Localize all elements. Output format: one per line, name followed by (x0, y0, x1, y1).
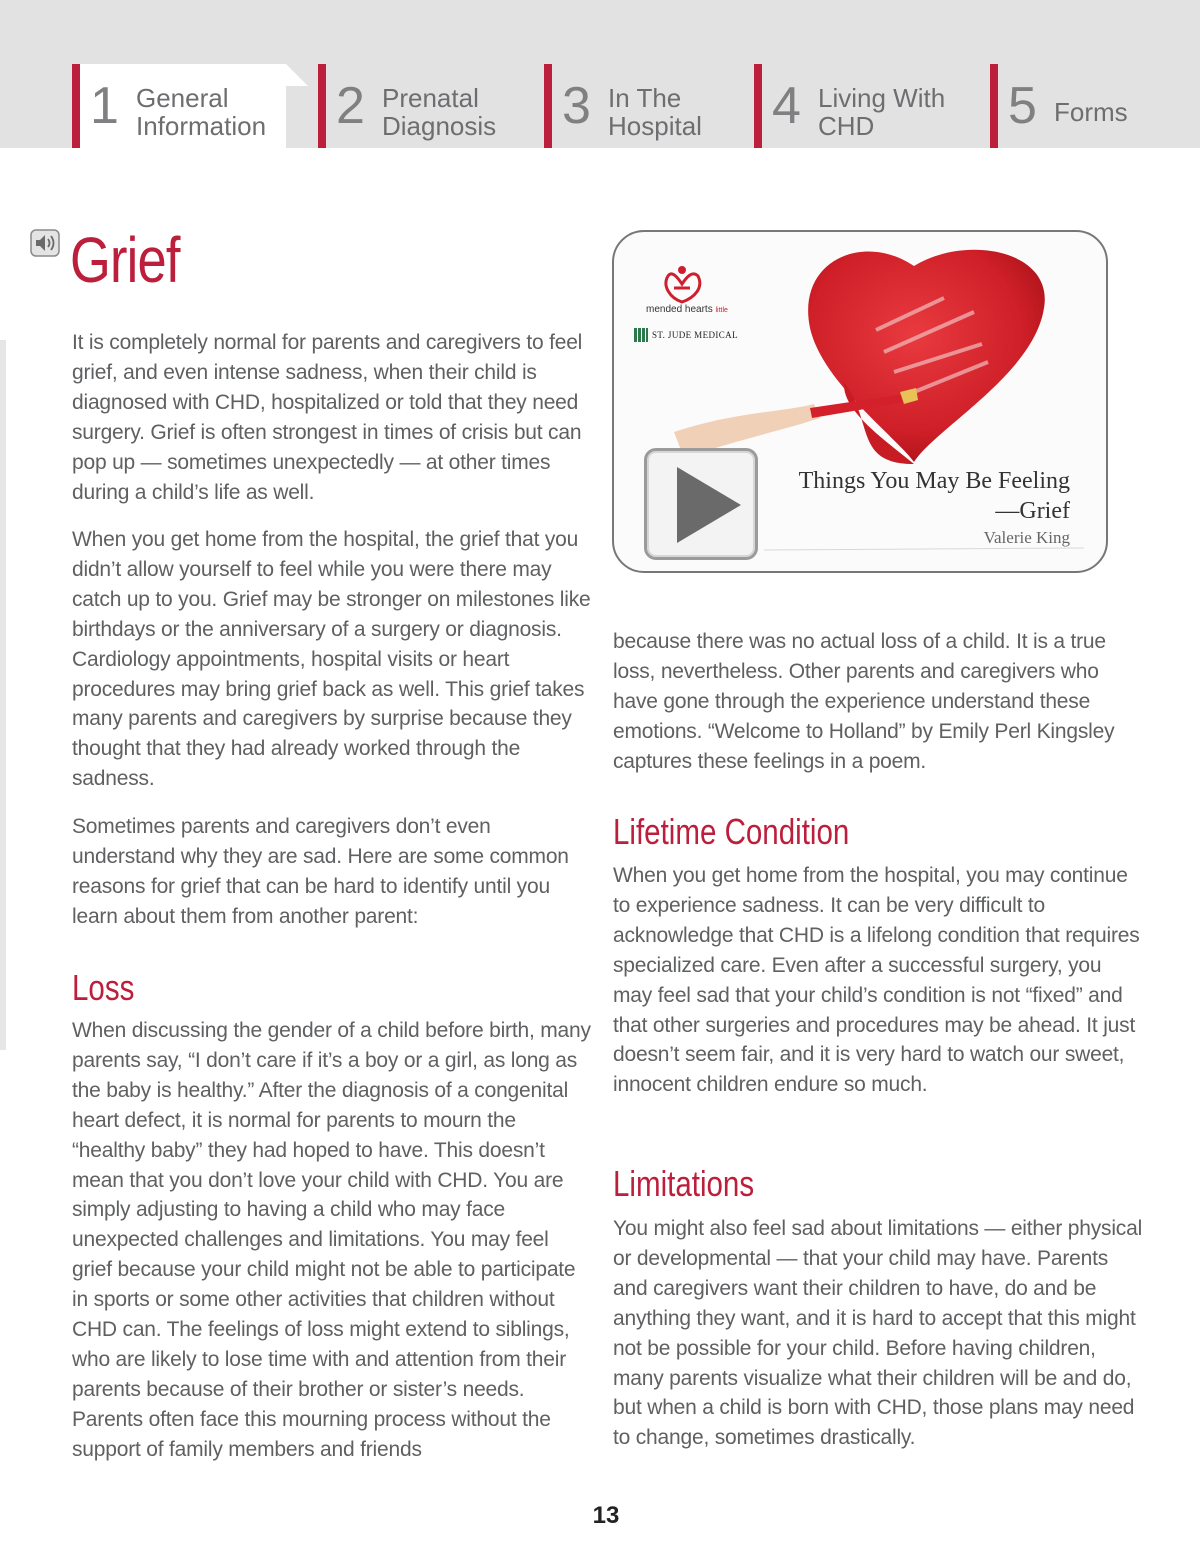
tab-accent-bar (990, 64, 998, 148)
lifetime-condition-heading: Lifetime Condition (613, 811, 850, 852)
tab-in-the-hospital[interactable] (544, 64, 734, 148)
page-title: Grief (70, 224, 180, 296)
tab-forms[interactable] (990, 64, 1160, 148)
page-edge-marker (0, 340, 6, 1050)
section-tab-bar (0, 0, 1200, 148)
tab-number: 1 (90, 77, 119, 135)
play-icon (677, 467, 741, 543)
intro-paragraph-3: Sometimes parents and caregivers don’t even understand why they are sad. Here are some common reasons for grief that can be hard to identify until you learn about them from another parent: (72, 815, 569, 928)
speaker-icon[interactable] (30, 229, 60, 257)
tab-label: In The Hospital (608, 83, 702, 141)
play-button[interactable] (644, 448, 758, 560)
video-thumbnail[interactable] (612, 230, 1108, 573)
tab-general-information[interactable] (72, 64, 286, 148)
loss-heading: Loss (72, 967, 135, 1008)
tab-accent-bar (544, 64, 552, 148)
intro-paragraph-1: It is completely normal for parents and caregivers to feel grief, and even intense sadness, when their child is diagnosed with CHD, hospitalized or told that they need surgery. Grief is often strongest in times of crisis but can pop up — sometimes unexpectedly — at other times during a child’s life as well. (72, 331, 583, 504)
tab-number: 3 (562, 77, 591, 135)
tab-accent-bar (754, 64, 762, 148)
tab-number: 4 (772, 77, 801, 135)
video-speaker: Valerie King (983, 528, 1070, 547)
tab-living-with-chd[interactable] (754, 64, 964, 148)
mended-hearts-logo: mended hearts little (646, 304, 728, 315)
video-subtitle: —Grief (995, 498, 1070, 524)
limitations-paragraph: You might also feel sad about limitations — either physical or developmental — that your child may have. Parents and caregivers want their children to have, do and be anything they want, and it is hard to accept that this might not be possible for your child. Before having children, many parents visualize what their children will be and do, but when a child is born with CHD, those plans may need to change, sometimes drastically. (613, 1217, 1143, 1450)
intro-paragraph-2: When you get home from the hospital, the grief that you didn’t allow yourself to feel while you were there may catch up to you. Grief may be stronger on milestones like birthdays or the anniversary of a surgery or diagnosis. Cardiology appointments, hospital visits or heart procedures may bring grief back as well. This grief takes many parents and caregivers by surprise because they thought that they had already worked through the sadness. (72, 528, 591, 791)
tab-label: General Information (136, 83, 267, 141)
tab-label: Living With CHD (818, 83, 946, 141)
tab-accent-bar (72, 64, 80, 148)
tab-prenatal-diagnosis[interactable] (318, 64, 518, 148)
lifetime-condition-paragraph: When you get home from the hospital, you may continue to experience sadness. It can be very difficult to acknowledge that CHD is a lifelong condition that requires specialized care. Even after a successful surgery, you may feel sad that your child’s condition is not “fixed” and that other surgeries and procedures may be ahead. It just doesn’t seem fair, and it is very hard to watch our sweet, innocent children endure so much. (613, 864, 1140, 1097)
video-title: Things You May Be Feeling (798, 468, 1070, 494)
tab-number: 5 (1008, 77, 1037, 135)
sponsor-logo-mark (634, 328, 648, 342)
tab-accent-bar (318, 64, 326, 148)
tab-number: 2 (336, 77, 365, 135)
page-number: 13 (592, 1502, 620, 1529)
tab-label: Forms (1054, 97, 1128, 127)
limitations-heading: Limitations (613, 1163, 755, 1204)
loss-paragraph: When discussing the gender of a child before birth, many parents say, “I don’t care if it’s a boy or a girl, as long as the baby is healthy.” After the diagnosis of a congenital heart defect, it is normal for parents to mourn the “healthy baby” they had hoped to have. This doesn’t mean that you don’t love your child with CHD. You are simply adjusting to having a child who may face unexpected challenges and limitations. You may feel grief because your child might not be able to participate in sports or some other activities that children without CHD can. The feelings of loss might extend to siblings, who are likely to lose time with and attention from their parents because of their brother or sister’s needs. Parents often face this mourning process without the support of family members and friends (72, 1019, 591, 1461)
loss-paragraph-continued: because there was no actual loss of a child. It is a true loss, nevertheless. Other parents and caregivers who have gone through the experience understand these emotions. “Welcome to Holland” by Emily Perl Kingsley captures these feelings in a poem. (613, 630, 1115, 773)
sponsor-logo: ST. JUDE MEDICAL (634, 328, 738, 342)
tab-label: Prenatal Diagnosis (382, 83, 497, 141)
